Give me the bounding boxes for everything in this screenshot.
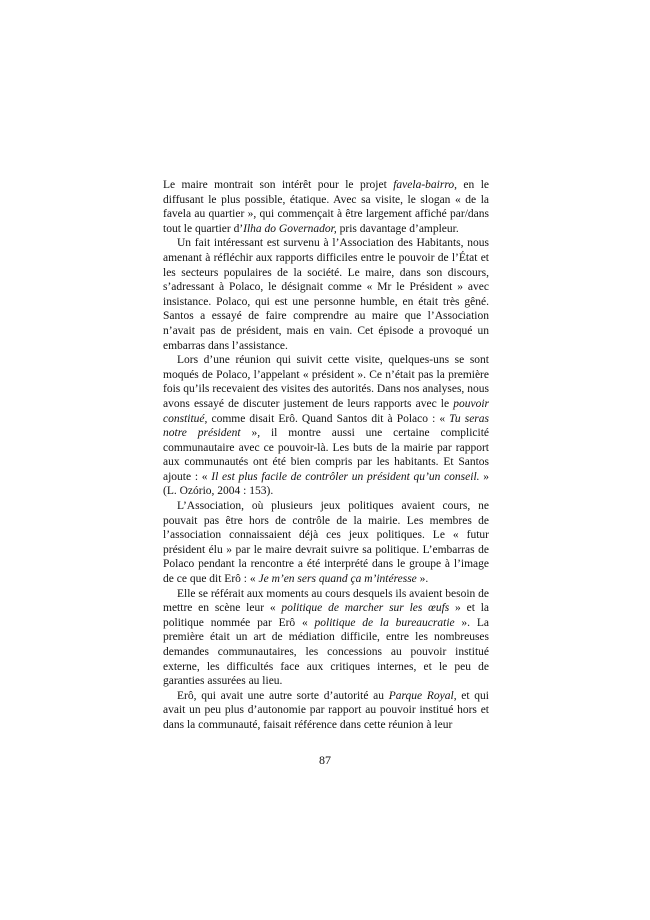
text-run: Lors d’une réunion qui suivit cette visite, quelques-uns se sont moqués de Polaco, l’appelant « président ». Ce n’était pas la première fois qu’ils recevaient des visites des autorités. Dans nos analyses, nous avons essayé de discuter justement de leurs rapports avec le — [163, 354, 489, 410]
text-run: L’Association, où plusieurs jeux politiques avaient cours, ne pouvait pas être hors de contrôle de la mairie. Les membres de l’association connaissaient déjà ces jeux politiques. Le « futur président élu » par le maire devrait suivre sa politique. L’embarras de Polaco pendant la rencontre a été interprété dans le groupe à l’image de ce que dit Erô : « — [163, 500, 489, 586]
text-run: pris davantage d’ampleur. — [336, 222, 459, 235]
italic-run: Parque Royal — [388, 689, 454, 702]
italic-run: pouvoir constitué, — [163, 397, 489, 425]
text-run: Le maire montrait son intérêt pour le projet — [163, 179, 394, 191]
text-run: » (L. Ozório, 2004 : 153). — [163, 470, 490, 498]
paragraph — [163, 689, 489, 733]
italic-run: favela-bairro — [393, 179, 455, 191]
text-run: Un fait intéressant est survenu à l’Association des Habitants, nous amenant à réfléchir aux rapports difficiles entre le pouvoir de l’État et les secteurs populaires de la société. Le maire, dans son discours, s’adressant à Polaco, le désignait comme « Mr le Président » avec insistance. Polaco, qui est une personne humble, en était très gêné. Santos a essayé de faire comprendre au maire que l’Association n’avait pas de président, mais en vain. Cet épisode a provoqué un embarras dans l’assistance. — [163, 237, 489, 352]
paragraph — [163, 499, 489, 587]
paragraph — [163, 178, 489, 236]
paragraph — [163, 236, 489, 353]
text-run: , et qui avait un peu plus d’autonomie par rapport au pouvoir institué hors et dans la communauté, faisait référence dans cette réunion à leur — [163, 689, 489, 731]
text-run: » et la politique nommée par Erô « — [163, 602, 489, 629]
italic-run: politique de la bureaucratie — [314, 616, 455, 629]
text-run: », il montre aussi une certaine complicité communautaire avec ce pouvoir-là. Les buts de la mairie par rapport aux communautés ont été bien compris par les habitants. Et Santos ajoute : « — [163, 427, 489, 483]
text-run: ». — [416, 573, 429, 586]
italic-run: politique de marcher sur les œufs — [281, 602, 450, 615]
italic-run: Je m’en sers quand ça m’intéresse — [258, 573, 417, 586]
text-run: Elle se référait aux moments au cours desquels ils avaient besoin de mettre en scène leur « — [163, 587, 489, 615]
text-run: Erô, qui avait une autre sorte d’autorité au — [177, 689, 389, 702]
text-run: , en le diffusant le plus possible, étatique. Avec sa visite, le slogan « de la favela au quartier », qui commençait à être largement affiché par/dans tout le quartier d’ — [163, 179, 490, 235]
document-body — [163, 178, 489, 733]
text-run: ». La première était un art de médiation difficile, entre les nombreuses demandes communautaires, les concessions au pouvoir institué externe, les difficultés face aux critiques internes, et le peu de garanties assurées au lieu. — [163, 616, 489, 688]
italic-run: Ilha do Governador, — [243, 222, 337, 235]
paragraph — [163, 353, 489, 499]
page-number: 87 — [319, 753, 331, 767]
italic-run: Il est plus facile de contrôler un président qu’un conseil. — [211, 470, 480, 483]
italic-run: Tu seras notre président — [163, 412, 489, 440]
text-run: comme disait Erô. Quand Santos dit à Polaco : « — [207, 412, 450, 425]
paragraph — [163, 587, 489, 689]
